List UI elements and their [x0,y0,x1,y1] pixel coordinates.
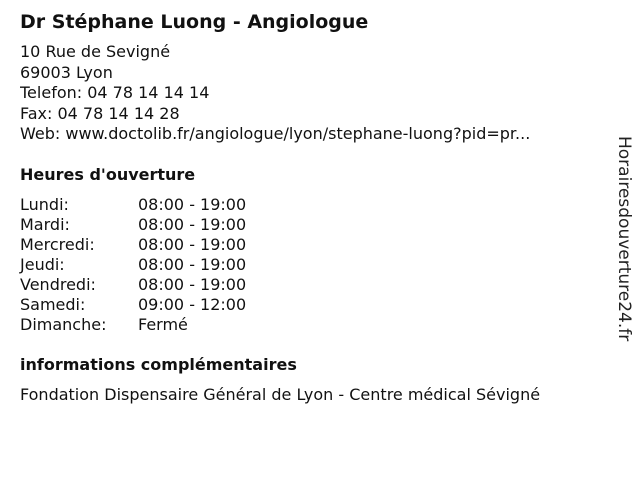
opening-hours-table [20,195,600,335]
hours-time: 09:00 - 12:00 [138,294,247,314]
hours-day: Vendredi: [20,274,96,294]
hours-day: Jeudi: [20,254,65,274]
hours-time: Fermé [138,314,188,334]
hours-row [20,255,600,275]
hours-time: 08:00 - 19:00 [138,214,247,234]
fax-number: Fax: 04 78 14 14 28 [20,103,180,123]
hours-day: Samedi: [20,294,86,314]
info-heading: informations complémentaires [20,354,297,374]
hours-time: 08:00 - 19:00 [138,194,247,214]
website-link[interactable]: Web: www.doctolib.fr/angiologue/lyon/stephane-luong?pid=pr... [20,124,531,143]
business-card [20,10,600,405]
phone-number: Telefon: 04 78 14 14 14 [20,83,210,102]
city-postal: 69003 Lyon [20,62,113,82]
hours-row [20,235,600,255]
hours-day: Mercredi: [20,234,95,254]
hours-row [20,195,600,215]
page-title: Dr Stéphane Luong - Angiologue [20,11,369,33]
hours-time: 08:00 - 19:00 [138,274,247,294]
hours-time: 08:00 - 19:00 [138,234,247,254]
hours-heading: Heures d'ouverture [20,164,196,184]
hours-time: 08:00 - 19:00 [138,254,247,274]
hours-day: Mardi: [20,214,70,234]
street-address: 10 Rue de Sevigné [20,42,171,61]
info-text: Fondation Dispensaire Général de Lyon - Centre médical Sévigné [20,384,541,404]
hours-row [20,215,600,235]
hours-row [20,275,600,295]
hours-day: Lundi: [20,194,69,214]
hours-row [20,295,600,315]
hours-day: Dimanche: [20,314,107,334]
site-watermark: Horairesdouverture24.fr [614,136,634,342]
hours-row [20,315,600,335]
address-block [20,42,600,145]
